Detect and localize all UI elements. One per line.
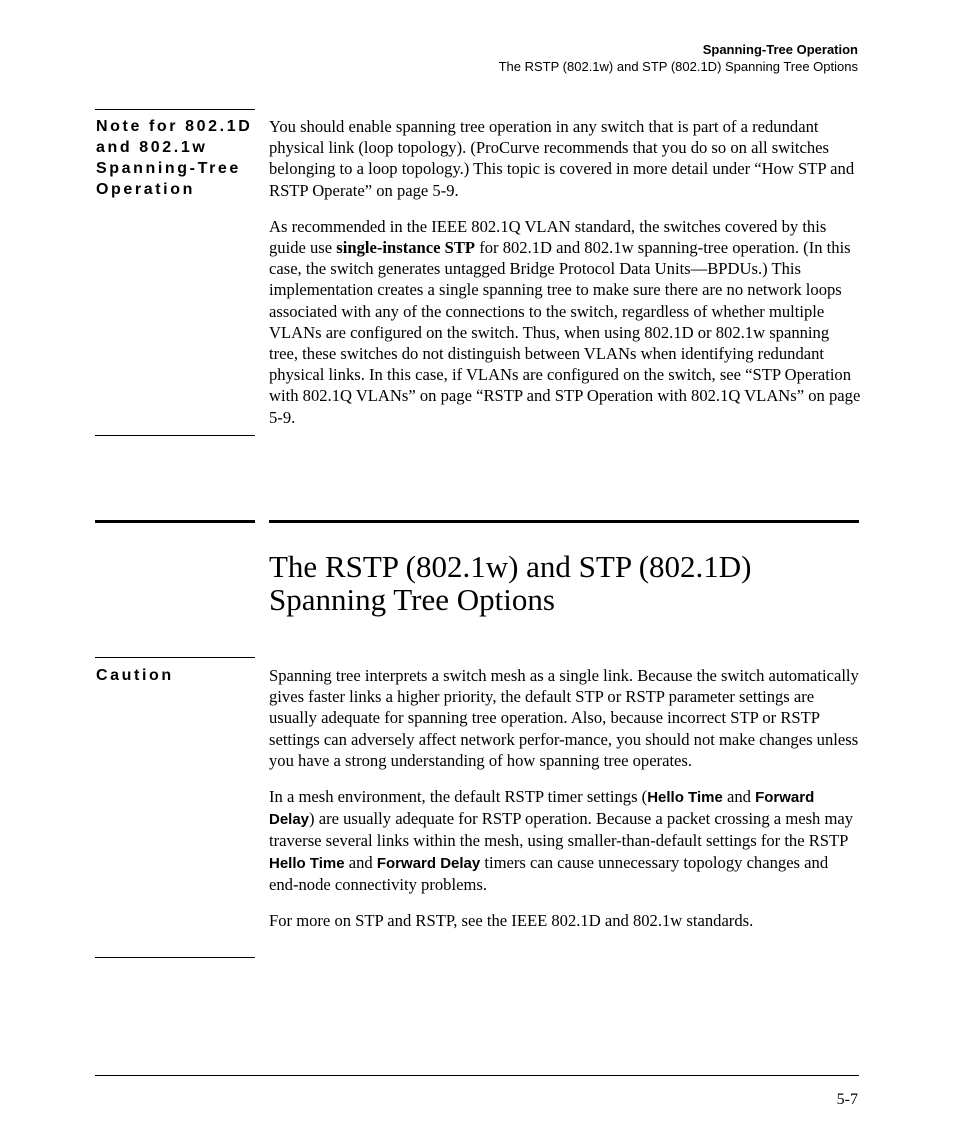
caution-body: [269, 665, 861, 946]
page-number: 5-7: [836, 1091, 858, 1108]
caution-text: and: [722, 787, 756, 807]
caution-bottom-rule: [95, 957, 255, 958]
caution-label: Caution: [96, 667, 174, 684]
note-bottom-rule: [95, 435, 255, 436]
note-emphasis: single-instance STP: [336, 238, 476, 258]
keyword-forward-delay: Forward Delay: [376, 854, 481, 872]
note-label: Note for 802.1D and 802.1w Spanning-Tree Operation: [96, 118, 253, 198]
footer-rule: [95, 1075, 859, 1076]
caution-paragraph-3: For more on STP and RSTP, see the IEEE 802.1D and 802.1w standards.: [269, 911, 754, 931]
keyword-hello-time: Hello Time: [269, 854, 345, 872]
section-rule-left: [95, 520, 255, 523]
note-text: for 802.1D and 802.1w spanning-tree operation. (In this case, the switch generates untagged Bridge Protocol Data Units—BPDUs.) This implementation creates a single spanning tree to make sure there are no network loops associated with any of the connections to the switch, regardless of whether multiple VLANs are configured on the switch. Thus, when using 802.1D or 802.1w spanning tree, these switches do not distinguish between VLANs when identifying redundant physical links. In this case, if VLANs are configured on the switch, see “STP Operation with 802.1Q VLANs” on page “RSTP and STP Operation with 802.1Q VLANs” on page 5-9.: [269, 238, 861, 427]
header-chapter-title: Spanning-Tree Operation: [702, 42, 858, 57]
note-text: As recommended in the IEEE 802.1Q VLAN standard, the switches covered by this guide use: [269, 216, 827, 258]
keyword-forward-delay: Forward Delay: [269, 789, 815, 829]
caution-paragraph-1: Spanning tree interprets a switch mesh as a single link. Because the switch automatically gives faster links a higher priority, the default STP or RSTP parameter settings are usually adequate for spanning tree operation. Also, because incorrect STP or RSTP settings can adversely affect network perfor-mance, you should not make changes unless you have a strong understanding of how spanning tree operates.: [269, 666, 859, 770]
note-body: [269, 116, 861, 443]
note-paragraph-1: You should enable spanning tree operation in any switch that is part of a redundant physical link (loop topology). (ProCurve recommends that you do so on all switches belonging to a loop topology.) This topic is covered in more detail under “How STP and RSTP Operate” on page 5-9.: [269, 117, 855, 200]
caution-text: timers can cause unnecessary topology changes and end-node connectivity problems.: [269, 852, 829, 894]
note-paragraph-2: [269, 216, 861, 428]
caution-paragraph-2: [269, 786, 861, 895]
section-title-line-1: The RSTP (802.1w) and STP (802.1D): [269, 549, 752, 584]
caution-text: and: [344, 852, 377, 872]
caution-text: ) are usually adequate for RSTP operation. Because a packet crossing a mesh may traverse several links within the mesh, using smaller-than-default settings for the RSTP: [269, 809, 854, 851]
caution-top-rule: [95, 657, 255, 658]
note-top-rule: [95, 109, 255, 110]
keyword-hello-time: Hello Time: [647, 789, 723, 807]
header-section-subtitle: The RSTP (802.1w) and STP (802.1D) Spanning Tree Options: [498, 59, 858, 74]
caution-text: In a mesh environment, the default RSTP timer settings (: [269, 787, 648, 807]
section-title: [269, 550, 869, 616]
section-rule-right: [269, 520, 859, 523]
section-title-line-2: Spanning Tree Options: [269, 582, 555, 617]
